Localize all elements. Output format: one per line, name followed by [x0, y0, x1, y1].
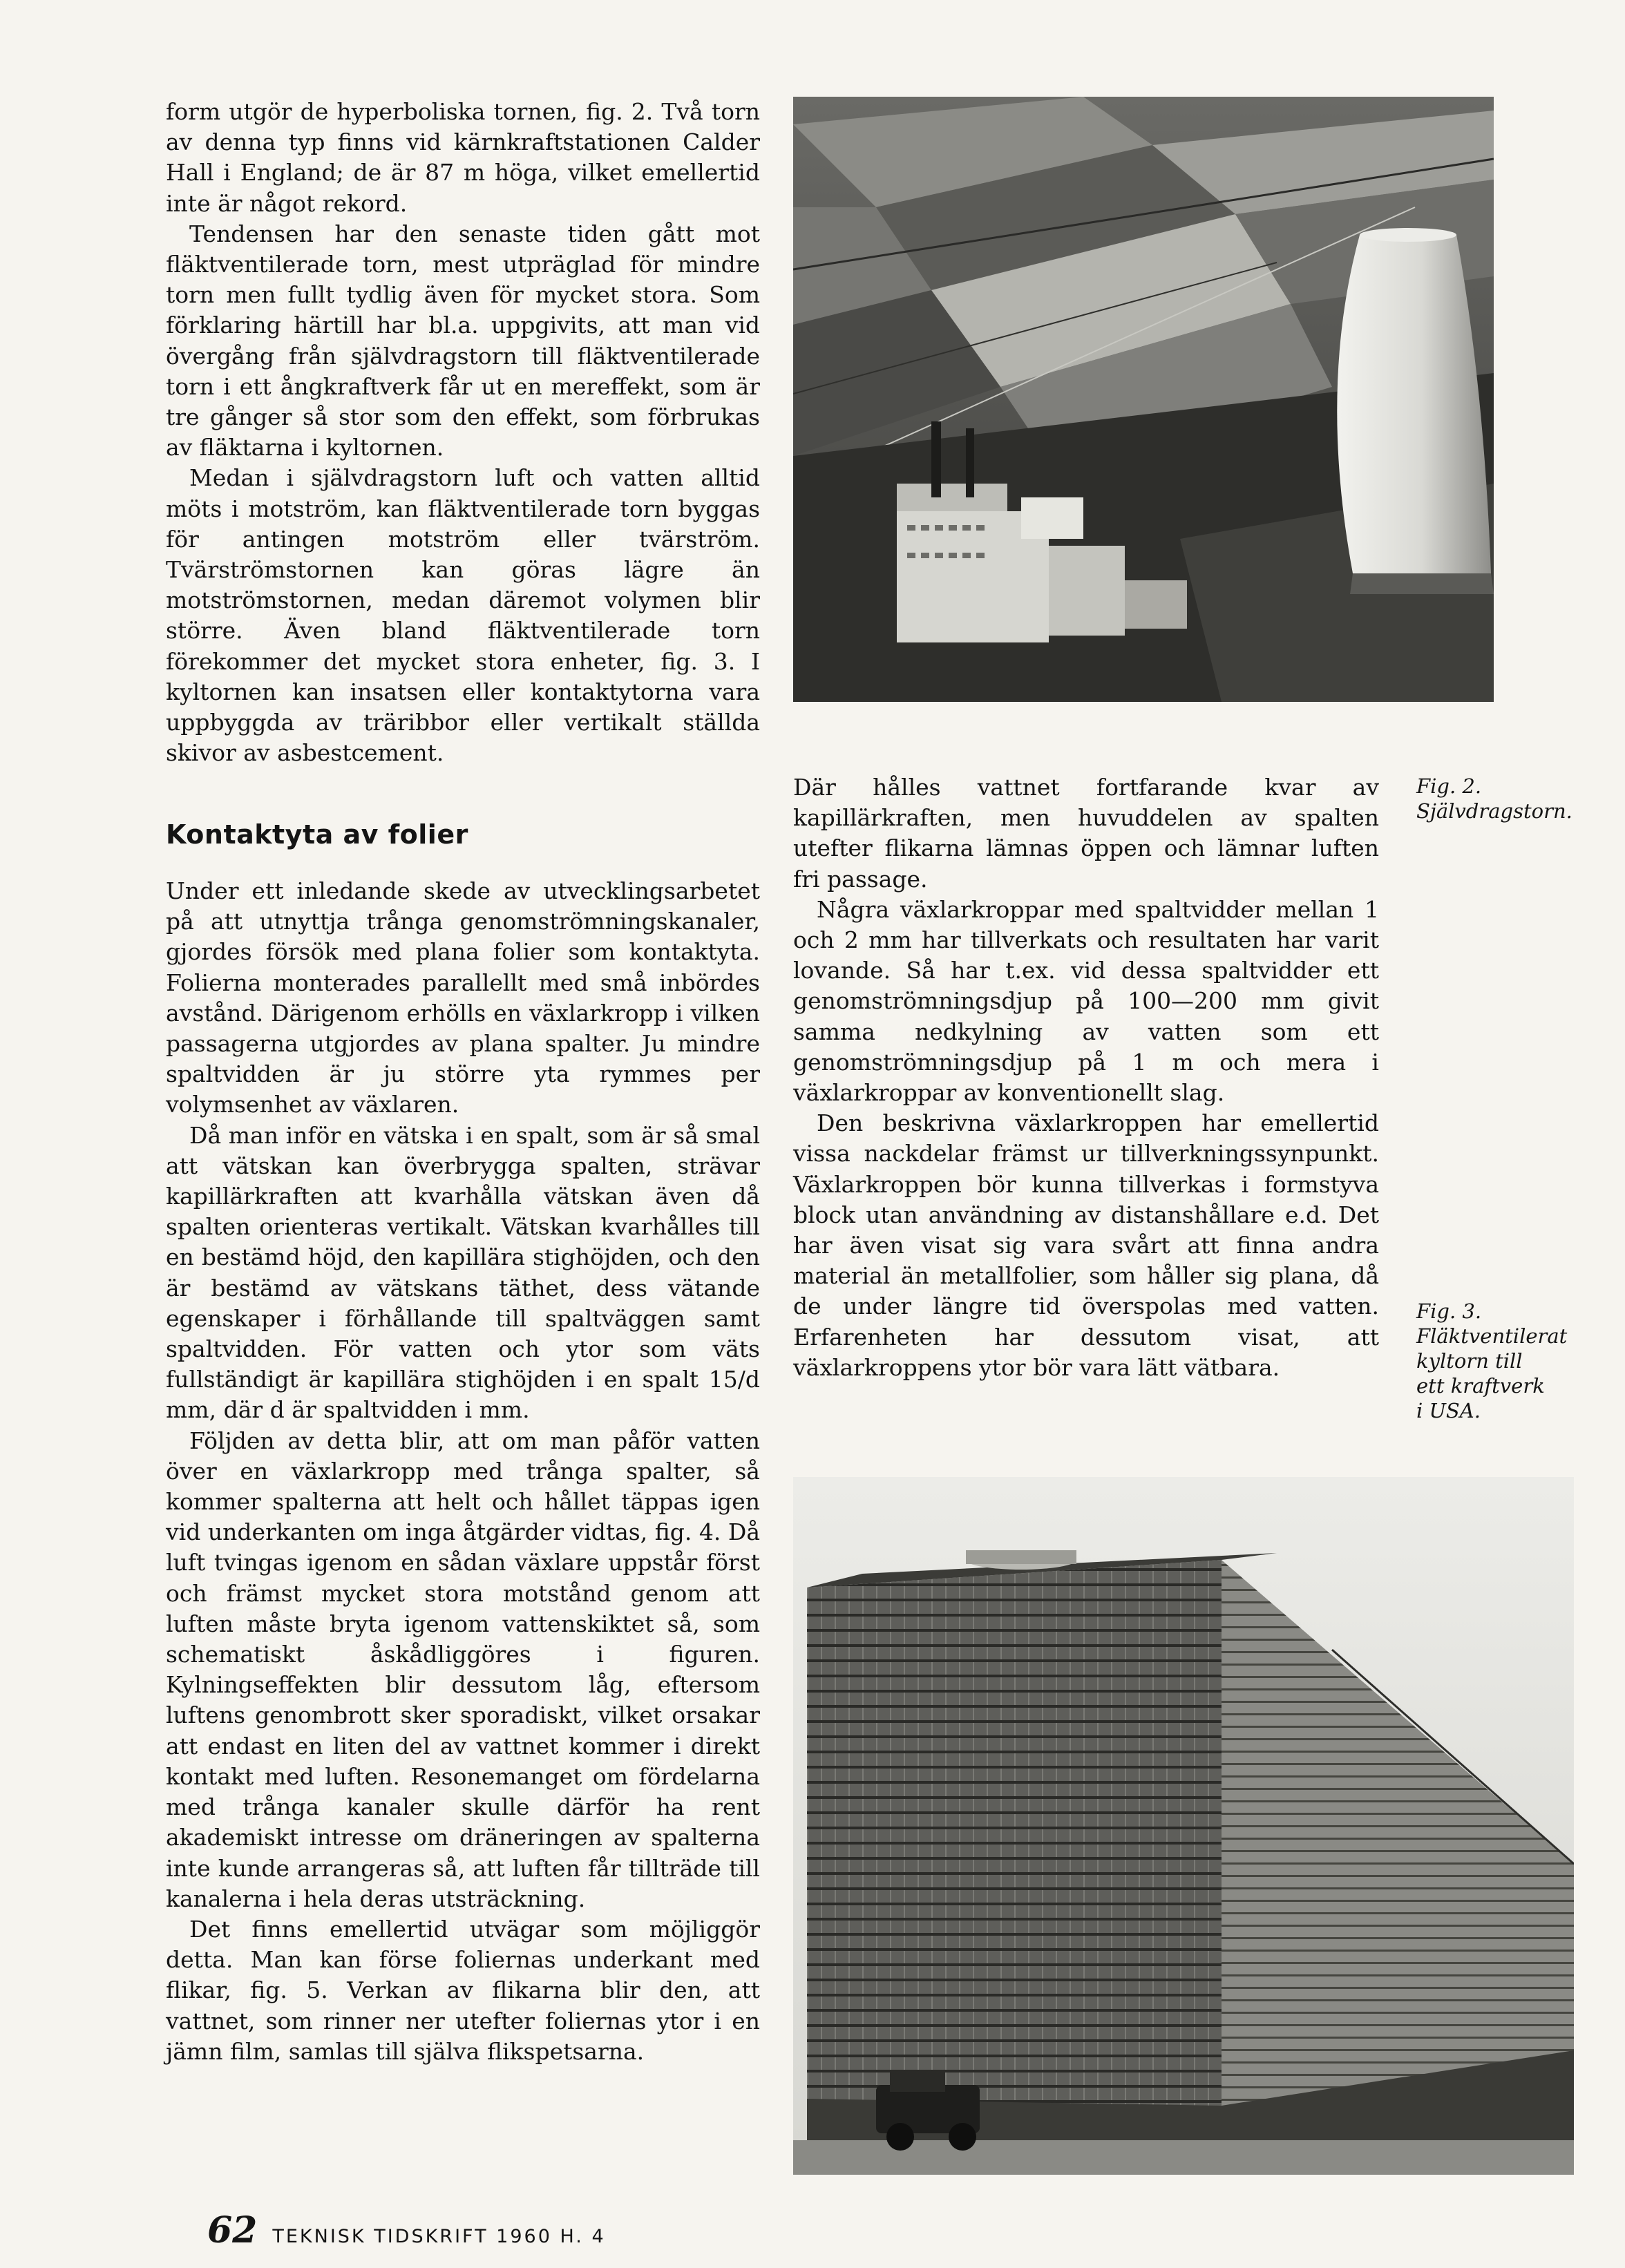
page-footer: [207, 2209, 606, 2251]
paragraph: Medan i självdragstorn luft och vatten alltid möts i motström, kan fläktventilerade torn byggas för antingen motström eller tvärström. Tvärströmstornen kan göras lägre än motströmstornen, medan däremot volymen blir större. Även bland fläktventilerade torn förekommer det mycket stora enheter, fig. 3. I kyltornen kan insatsen eller kontaktytorna vara uppbyggda av träribbor eller vertikalt ställda skivor av asbestcement.: [166, 464, 760, 767]
paragraph: form utgör de hyperboliska tornen, fig. 2. Två torn av denna typ finns vid kärnkraftstationen Calder Hall i England; de är 87 m höga, vilket emellertid inte är något rekord.: [166, 98, 760, 217]
paragraph: Den beskrivna växlarkroppen har emellertid vissa nackdelar främst ur tillverkningssynpunkt. Växlarkroppen bör kunna tillverkas i formstyva block utan användning av distanshållare e.d. Det har även visat sig vara svårt att finna andra material än metallfolier, som håller sig plana, då de under längre tid överspolas med vatten. Erfarenheten har dessutom visat, att växlarkroppens ytor bör vara lätt vätbara.: [793, 1109, 1379, 1381]
paragraph: Tendensen har den senaste tiden gått mot fläktventilerade torn, mest utpräglad för mindre torn men fullt tydlig även för mycket stora. Som förklaring härtill har bl.a. uppgivits, att man vid övergång från självdragstorn till fläktventilerade torn i ett ångkraftverk får ut en mereffekt, som är tre gånger så stor som den effekt, som förbrukas av fläktarna i kyltornen.: [166, 220, 760, 461]
paragraph: Där hålles vattnet fortfarande kvar av kapillärkraften, men huvuddelen av spalten utefter flikarna lämnas öppen och lämnar luften fri passage.: [793, 774, 1379, 893]
paragraph: Då man inför en vätska i en spalt, som är så smal att vätskan kan överbrygga spalten, strävar kapillärkraften att kvarhålla vätskan även då spalten orienteras vertikalt. Vätskan kvarhålles till en bestämd höjd, den kapillära stighöjden, och den är bestämd av vätskans täthet, dess vätande egenskaper i förhållande till spaltväggen samt spaltvidden. För vatten och ytor som väts fullständigt är kapillära stighöjden i en spalt 15/d mm, där d är spaltvidden i mm.: [166, 1121, 760, 1424]
paragraph: Under ett inledande skede av utvecklingsarbetet på att utnyttja trånga genomströmningskanaler, gjordes försök med plana folier som kontaktyta. Folierna monterades parallellt med små inbördes avstånd. Därigenom erhölls en växlarkropp i vilken passagerna utgjordes av plana spalter. Ju mindre spaltvidden är ju större yta rymmes per volymsenhet av växlaren.: [166, 877, 760, 1118]
left-column-upper: [166, 97, 760, 768]
fig3-photo: [793, 1477, 1574, 2175]
journal-title: TEKNISK TIDSKRIFT 1960 H. 4: [272, 2226, 606, 2247]
fig2-caption: Fig. 2. Självdragstorn.: [1416, 774, 1572, 823]
section-heading: Kontaktyta av folier: [166, 819, 468, 850]
paragraph: Det finns emellertid utvägar som möjliggör detta. Man kan förse foliernas underkant med flikar, fig. 5. Verkan av flikarna blir den, att vattnet, som rinner ner utefter foliernas ytor i en jämn film, samlas till själva flikspetsarna.: [166, 1915, 760, 2065]
paragraph: Några växlarkroppar med spaltvidder mellan 1 och 2 mm har tillverkats och resultaten har varit lovande. Så har t.ex. vid dessa spaltvidder ett genomströmningsdjup på 100—200 mm givit samma nedkylning av vatten som ett genomströmningsdjup på 1 m och mera i växlarkroppar av konventionellt slag.: [793, 895, 1379, 1107]
middle-column: [793, 772, 1379, 1383]
fig3-caption: Fig. 3. Fläktventilerat kyltorn till ett kraftverk i USA.: [1416, 1299, 1568, 1422]
fig2-photo: [793, 97, 1494, 702]
left-column-lower: [166, 876, 760, 2067]
paragraph: Följden av detta blir, att om man påför vatten över en växlarkropp med trånga spalter, så kommer spalterna att helt och hållet täppas igen vid underkanten om inga åtgärder vidtas, fig. 4. Då luft tvingas igenom en sådan växlare uppstår först och främst mycket stora motstånd genom att luften måste bryta igenom vattenskiktet så, som schematiskt åskådliggöres i figuren. Kylningseffekten blir dessutom låg, eftersom luftens genombrott sker sporadiskt, vilket orsakar att endast en liten del av vattnet kommer i direkt kontakt med luften. Resonemanget om fördelarna med trånga kanaler skulle därför ha rent akademiskt intresse om dräneringen av spalterna inte kunde arrangeras så, att luften får tillträde till kanalerna i hela deras utsträckning.: [166, 1427, 760, 1912]
page-number: 62: [207, 2209, 258, 2251]
